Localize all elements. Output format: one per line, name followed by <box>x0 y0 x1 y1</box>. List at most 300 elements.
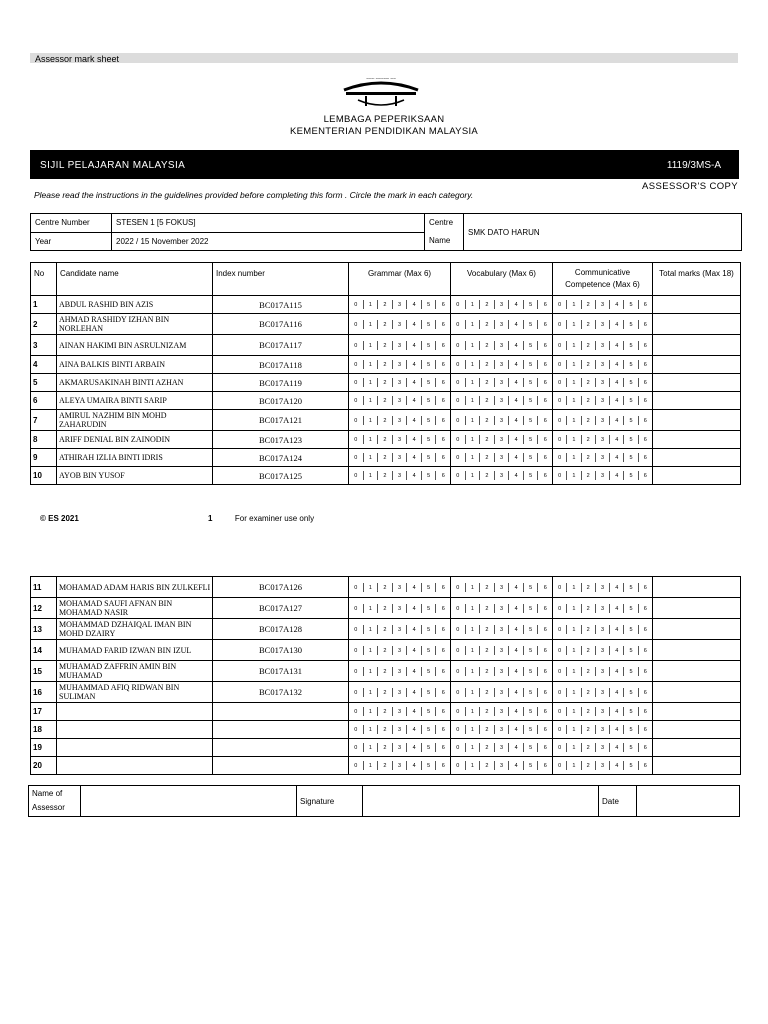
mark-option[interactable]: 6 <box>643 584 647 591</box>
mark-option[interactable]: 4 <box>610 360 624 369</box>
mark-option[interactable]: 1 <box>466 667 481 676</box>
grammar-marks[interactable] <box>349 314 451 335</box>
mark-option[interactable]: 4 <box>610 667 624 676</box>
mark-option[interactable]: 6 <box>643 302 647 308</box>
mark-option[interactable]: 5 <box>422 435 437 444</box>
signature-field[interactable] <box>363 786 599 817</box>
mark-option[interactable]: 5 <box>524 743 539 752</box>
vocabulary-marks[interactable] <box>451 467 553 485</box>
communicative-marks[interactable] <box>553 577 653 598</box>
mark-option[interactable]: 0 <box>553 341 567 350</box>
mark-option[interactable]: 4 <box>407 396 422 405</box>
mark-option[interactable]: 0 <box>349 688 364 697</box>
mark-option[interactable]: 2 <box>582 646 596 655</box>
mark-option[interactable]: 3 <box>596 341 610 350</box>
communicative-marks[interactable] <box>553 757 653 775</box>
mark-option[interactable]: 5 <box>524 583 539 592</box>
mark-option[interactable]: 5 <box>422 604 437 613</box>
mark-option[interactable]: 3 <box>495 761 510 770</box>
total-marks-field[interactable] <box>653 640 741 661</box>
vocabulary-marks[interactable] <box>451 392 553 410</box>
mark-option[interactable]: 0 <box>349 471 364 480</box>
mark-option[interactable]: 3 <box>495 360 510 369</box>
mark-option[interactable]: 4 <box>407 625 422 634</box>
mark-option[interactable]: 2 <box>582 583 596 592</box>
mark-option[interactable]: 3 <box>495 435 510 444</box>
total-marks-field[interactable] <box>653 392 741 410</box>
grammar-marks[interactable] <box>349 356 451 374</box>
mark-option[interactable]: 1 <box>364 341 379 350</box>
mark-option[interactable]: 2 <box>378 453 393 462</box>
mark-option[interactable]: 0 <box>451 707 466 716</box>
mark-option[interactable]: 0 <box>553 435 567 444</box>
mark-option[interactable]: 0 <box>349 300 364 309</box>
mark-option[interactable]: 3 <box>393 707 408 716</box>
mark-option[interactable]: 0 <box>553 360 567 369</box>
mark-option[interactable]: 6 <box>441 745 445 751</box>
mark-option[interactable]: 5 <box>624 378 638 387</box>
mark-option[interactable]: 3 <box>596 625 610 634</box>
mark-option[interactable]: 4 <box>610 453 624 462</box>
mark-option[interactable]: 4 <box>610 707 624 716</box>
mark-option[interactable]: 5 <box>524 378 539 387</box>
mark-option[interactable]: 3 <box>596 646 610 655</box>
mark-option[interactable]: 6 <box>643 398 647 404</box>
mark-option[interactable]: 6 <box>643 362 647 368</box>
mark-option[interactable]: 5 <box>524 667 539 676</box>
communicative-marks[interactable] <box>553 640 653 661</box>
mark-option[interactable]: 3 <box>393 646 408 655</box>
mark-option[interactable]: 2 <box>582 743 596 752</box>
mark-option[interactable]: 3 <box>596 416 610 425</box>
mark-option[interactable]: 4 <box>407 341 422 350</box>
mark-option[interactable]: 0 <box>451 320 466 329</box>
grammar-marks[interactable] <box>349 392 451 410</box>
mark-option[interactable]: 3 <box>596 761 610 770</box>
mark-option[interactable]: 4 <box>509 396 524 405</box>
grammar-marks[interactable] <box>349 619 451 640</box>
mark-option[interactable]: 2 <box>480 471 495 480</box>
mark-option[interactable]: 6 <box>441 626 445 633</box>
mark-option[interactable]: 6 <box>441 455 445 461</box>
mark-option[interactable]: 5 <box>624 583 638 592</box>
grammar-marks[interactable] <box>349 410 451 431</box>
mark-option[interactable]: 6 <box>643 727 647 733</box>
mark-option[interactable]: 3 <box>393 320 408 329</box>
grammar-marks[interactable] <box>349 640 451 661</box>
mark-option[interactable]: 6 <box>441 362 445 368</box>
mark-option[interactable]: 0 <box>553 761 567 770</box>
mark-option[interactable]: 5 <box>624 725 638 734</box>
mark-option[interactable]: 6 <box>543 626 547 633</box>
mark-option[interactable]: 5 <box>422 416 437 425</box>
mark-option[interactable]: 5 <box>524 725 539 734</box>
mark-option[interactable]: 6 <box>441 417 445 424</box>
grammar-marks[interactable] <box>349 374 451 392</box>
mark-option[interactable]: 3 <box>495 471 510 480</box>
vocabulary-marks[interactable] <box>451 739 553 757</box>
mark-option[interactable]: 3 <box>495 416 510 425</box>
mark-option[interactable]: 6 <box>543 647 547 654</box>
mark-option[interactable]: 4 <box>610 435 624 444</box>
mark-option[interactable]: 2 <box>378 688 393 697</box>
total-marks-field[interactable] <box>653 739 741 757</box>
mark-option[interactable]: 0 <box>553 688 567 697</box>
mark-option[interactable]: 6 <box>441 727 445 733</box>
communicative-marks[interactable] <box>553 392 653 410</box>
vocabulary-marks[interactable] <box>451 335 553 356</box>
mark-option[interactable]: 5 <box>624 320 638 329</box>
mark-option[interactable]: 5 <box>624 604 638 613</box>
mark-option[interactable]: 4 <box>610 725 624 734</box>
mark-option[interactable]: 5 <box>624 416 638 425</box>
mark-option[interactable]: 1 <box>567 396 581 405</box>
mark-option[interactable]: 0 <box>553 743 567 752</box>
mark-option[interactable]: 2 <box>378 435 393 444</box>
communicative-marks[interactable] <box>553 374 653 392</box>
total-marks-field[interactable] <box>653 335 741 356</box>
mark-option[interactable]: 1 <box>466 743 481 752</box>
mark-option[interactable]: 6 <box>543 763 547 769</box>
mark-option[interactable]: 2 <box>480 378 495 387</box>
mark-option[interactable]: 6 <box>643 763 647 769</box>
mark-option[interactable]: 1 <box>364 646 379 655</box>
mark-option[interactable]: 5 <box>422 761 437 770</box>
mark-option[interactable]: 1 <box>466 453 481 462</box>
total-marks-field[interactable] <box>653 703 741 721</box>
mark-option[interactable]: 4 <box>610 300 624 309</box>
mark-option[interactable]: 3 <box>596 688 610 697</box>
mark-option[interactable]: 4 <box>407 416 422 425</box>
mark-option[interactable]: 2 <box>582 378 596 387</box>
mark-option[interactable]: 5 <box>422 743 437 752</box>
vocabulary-marks[interactable] <box>451 374 553 392</box>
mark-option[interactable]: 1 <box>466 360 481 369</box>
communicative-marks[interactable] <box>553 703 653 721</box>
mark-option[interactable]: 1 <box>364 378 379 387</box>
mark-option[interactable]: 2 <box>480 320 495 329</box>
mark-option[interactable]: 4 <box>509 667 524 676</box>
total-marks-field[interactable] <box>653 314 741 335</box>
mark-option[interactable]: 2 <box>378 761 393 770</box>
mark-option[interactable]: 2 <box>480 300 495 309</box>
mark-option[interactable]: 6 <box>543 727 547 733</box>
total-marks-field[interactable] <box>653 296 741 314</box>
mark-option[interactable]: 3 <box>596 435 610 444</box>
mark-option[interactable]: 4 <box>509 471 524 480</box>
mark-option[interactable]: 0 <box>451 300 466 309</box>
mark-option[interactable]: 3 <box>393 604 408 613</box>
mark-option[interactable]: 5 <box>422 396 437 405</box>
mark-option[interactable]: 4 <box>610 761 624 770</box>
mark-option[interactable]: 0 <box>349 646 364 655</box>
vocabulary-marks[interactable] <box>451 661 553 682</box>
mark-option[interactable]: 6 <box>543 362 547 368</box>
mark-option[interactable]: 1 <box>466 300 481 309</box>
mark-option[interactable]: 3 <box>393 453 408 462</box>
mark-option[interactable]: 0 <box>553 667 567 676</box>
mark-option[interactable]: 0 <box>349 625 364 634</box>
mark-option[interactable]: 6 <box>643 455 647 461</box>
mark-option[interactable]: 4 <box>509 743 524 752</box>
mark-option[interactable]: 4 <box>509 435 524 444</box>
mark-option[interactable]: 0 <box>451 453 466 462</box>
mark-option[interactable]: 3 <box>495 583 510 592</box>
mark-option[interactable]: 4 <box>509 646 524 655</box>
grammar-marks[interactable] <box>349 577 451 598</box>
mark-option[interactable]: 1 <box>567 761 581 770</box>
mark-option[interactable]: 3 <box>495 743 510 752</box>
grammar-marks[interactable] <box>349 449 451 467</box>
mark-option[interactable]: 2 <box>378 396 393 405</box>
mark-option[interactable]: 6 <box>441 321 445 328</box>
mark-option[interactable]: 1 <box>567 625 581 634</box>
mark-option[interactable]: 1 <box>364 688 379 697</box>
mark-option[interactable]: 5 <box>422 725 437 734</box>
mark-option[interactable]: 1 <box>364 604 379 613</box>
mark-option[interactable]: 1 <box>364 435 379 444</box>
vocabulary-marks[interactable] <box>451 314 553 335</box>
mark-option[interactable]: 6 <box>643 668 647 675</box>
mark-option[interactable]: 0 <box>349 725 364 734</box>
mark-option[interactable]: 2 <box>378 667 393 676</box>
mark-option[interactable]: 5 <box>624 341 638 350</box>
mark-option[interactable]: 1 <box>364 583 379 592</box>
mark-option[interactable]: 5 <box>624 646 638 655</box>
mark-option[interactable]: 2 <box>378 416 393 425</box>
mark-option[interactable]: 0 <box>553 378 567 387</box>
mark-option[interactable]: 3 <box>495 646 510 655</box>
mark-option[interactable]: 0 <box>451 667 466 676</box>
mark-option[interactable]: 3 <box>596 725 610 734</box>
mark-option[interactable]: 1 <box>364 471 379 480</box>
communicative-marks[interactable] <box>553 296 653 314</box>
mark-option[interactable]: 1 <box>567 743 581 752</box>
mark-option[interactable]: 0 <box>451 725 466 734</box>
mark-option[interactable]: 2 <box>480 416 495 425</box>
mark-option[interactable]: 3 <box>495 300 510 309</box>
mark-option[interactable]: 5 <box>524 604 539 613</box>
communicative-marks[interactable] <box>553 335 653 356</box>
mark-option[interactable]: 1 <box>364 625 379 634</box>
mark-option[interactable]: 0 <box>349 341 364 350</box>
grammar-marks[interactable] <box>349 598 451 619</box>
mark-option[interactable]: 4 <box>407 761 422 770</box>
mark-option[interactable]: 2 <box>480 688 495 697</box>
mark-option[interactable]: 2 <box>378 360 393 369</box>
assessor-name-field[interactable] <box>81 786 297 817</box>
communicative-marks[interactable] <box>553 661 653 682</box>
mark-option[interactable]: 1 <box>567 707 581 716</box>
mark-option[interactable]: 1 <box>567 341 581 350</box>
mark-option[interactable]: 0 <box>451 378 466 387</box>
mark-option[interactable]: 1 <box>567 435 581 444</box>
mark-option[interactable]: 4 <box>610 416 624 425</box>
mark-option[interactable]: 2 <box>582 320 596 329</box>
mark-option[interactable]: 4 <box>509 707 524 716</box>
mark-option[interactable]: 4 <box>407 320 422 329</box>
mark-option[interactable]: 1 <box>567 360 581 369</box>
mark-option[interactable]: 2 <box>582 471 596 480</box>
mark-option[interactable]: 0 <box>349 396 364 405</box>
mark-option[interactable]: 4 <box>610 471 624 480</box>
mark-option[interactable]: 0 <box>553 707 567 716</box>
mark-option[interactable]: 2 <box>378 707 393 716</box>
mark-option[interactable]: 4 <box>407 453 422 462</box>
mark-option[interactable]: 6 <box>643 437 647 443</box>
total-marks-field[interactable] <box>653 757 741 775</box>
mark-option[interactable]: 6 <box>441 763 445 769</box>
mark-option[interactable]: 2 <box>480 396 495 405</box>
mark-option[interactable]: 2 <box>378 743 393 752</box>
mark-option[interactable]: 6 <box>441 647 445 654</box>
mark-option[interactable]: 5 <box>524 707 539 716</box>
mark-option[interactable]: 6 <box>543 689 547 696</box>
mark-option[interactable]: 3 <box>393 378 408 387</box>
mark-option[interactable]: 2 <box>480 707 495 716</box>
mark-option[interactable]: 2 <box>582 688 596 697</box>
mark-option[interactable]: 4 <box>407 688 422 697</box>
mark-option[interactable]: 3 <box>393 396 408 405</box>
total-marks-field[interactable] <box>653 374 741 392</box>
mark-option[interactable]: 3 <box>495 688 510 697</box>
mark-option[interactable]: 3 <box>596 378 610 387</box>
mark-option[interactable]: 2 <box>480 341 495 350</box>
mark-option[interactable]: 5 <box>422 625 437 634</box>
mark-option[interactable]: 4 <box>407 378 422 387</box>
mark-option[interactable]: 0 <box>451 646 466 655</box>
mark-option[interactable]: 6 <box>441 380 445 386</box>
communicative-marks[interactable] <box>553 467 653 485</box>
mark-option[interactable]: 5 <box>422 471 437 480</box>
grammar-marks[interactable] <box>349 467 451 485</box>
mark-option[interactable]: 1 <box>466 761 481 770</box>
total-marks-field[interactable] <box>653 598 741 619</box>
communicative-marks[interactable] <box>553 314 653 335</box>
mark-option[interactable]: 6 <box>643 689 647 696</box>
mark-option[interactable]: 2 <box>480 646 495 655</box>
mark-option[interactable]: 6 <box>543 437 547 443</box>
mark-option[interactable]: 5 <box>422 453 437 462</box>
mark-option[interactable]: 6 <box>643 605 647 612</box>
mark-option[interactable]: 5 <box>524 396 539 405</box>
mark-option[interactable]: 5 <box>624 396 638 405</box>
mark-option[interactable]: 0 <box>553 320 567 329</box>
mark-option[interactable]: 5 <box>524 471 539 480</box>
communicative-marks[interactable] <box>553 449 653 467</box>
mark-option[interactable]: 1 <box>466 416 481 425</box>
mark-option[interactable]: 0 <box>553 396 567 405</box>
mark-option[interactable]: 5 <box>422 667 437 676</box>
mark-option[interactable]: 4 <box>407 435 422 444</box>
mark-option[interactable]: 2 <box>582 667 596 676</box>
mark-option[interactable]: 6 <box>643 380 647 386</box>
mark-option[interactable]: 6 <box>643 473 647 479</box>
mark-option[interactable]: 0 <box>553 725 567 734</box>
mark-option[interactable]: 6 <box>441 342 445 349</box>
mark-option[interactable]: 5 <box>624 360 638 369</box>
mark-option[interactable]: 4 <box>610 583 624 592</box>
mark-option[interactable]: 6 <box>643 417 647 424</box>
mark-option[interactable]: 6 <box>543 745 547 751</box>
mark-option[interactable]: 3 <box>495 725 510 734</box>
mark-option[interactable]: 2 <box>378 471 393 480</box>
mark-option[interactable]: 2 <box>480 725 495 734</box>
mark-option[interactable]: 6 <box>543 455 547 461</box>
mark-option[interactable]: 1 <box>466 320 481 329</box>
mark-option[interactable]: 5 <box>524 416 539 425</box>
mark-option[interactable]: 6 <box>543 321 547 328</box>
total-marks-field[interactable] <box>653 619 741 640</box>
mark-option[interactable]: 1 <box>364 725 379 734</box>
mark-option[interactable]: 2 <box>582 341 596 350</box>
mark-option[interactable]: 5 <box>524 360 539 369</box>
mark-option[interactable]: 6 <box>441 398 445 404</box>
mark-option[interactable]: 5 <box>422 688 437 697</box>
total-marks-field[interactable] <box>653 661 741 682</box>
mark-option[interactable]: 5 <box>422 707 437 716</box>
mark-option[interactable]: 2 <box>582 725 596 734</box>
mark-option[interactable]: 1 <box>567 416 581 425</box>
mark-option[interactable]: 3 <box>596 667 610 676</box>
mark-option[interactable]: 0 <box>349 416 364 425</box>
mark-option[interactable]: 2 <box>480 625 495 634</box>
mark-option[interactable]: 6 <box>543 398 547 404</box>
mark-option[interactable]: 6 <box>543 668 547 675</box>
vocabulary-marks[interactable] <box>451 721 553 739</box>
mark-option[interactable]: 5 <box>422 300 437 309</box>
mark-option[interactable]: 4 <box>509 583 524 592</box>
mark-option[interactable]: 4 <box>509 625 524 634</box>
mark-option[interactable]: 6 <box>543 380 547 386</box>
mark-option[interactable]: 4 <box>509 604 524 613</box>
mark-option[interactable]: 0 <box>553 604 567 613</box>
mark-option[interactable]: 2 <box>582 604 596 613</box>
mark-option[interactable]: 5 <box>624 435 638 444</box>
mark-option[interactable]: 3 <box>393 300 408 309</box>
total-marks-field[interactable] <box>653 467 741 485</box>
mark-option[interactable]: 6 <box>643 709 647 715</box>
mark-option[interactable]: 1 <box>466 604 481 613</box>
mark-option[interactable]: 0 <box>349 320 364 329</box>
mark-option[interactable]: 6 <box>543 709 547 715</box>
mark-option[interactable]: 5 <box>524 646 539 655</box>
mark-option[interactable]: 1 <box>466 725 481 734</box>
mark-option[interactable]: 1 <box>466 435 481 444</box>
mark-option[interactable]: 4 <box>407 471 422 480</box>
mark-option[interactable]: 1 <box>364 320 379 329</box>
mark-option[interactable]: 4 <box>509 378 524 387</box>
mark-option[interactable]: 0 <box>553 583 567 592</box>
mark-option[interactable]: 5 <box>624 688 638 697</box>
mark-option[interactable]: 4 <box>610 378 624 387</box>
mark-option[interactable]: 5 <box>624 667 638 676</box>
mark-option[interactable]: 0 <box>349 360 364 369</box>
grammar-marks[interactable] <box>349 757 451 775</box>
mark-option[interactable]: 6 <box>441 473 445 479</box>
mark-option[interactable]: 1 <box>364 707 379 716</box>
mark-option[interactable]: 1 <box>364 360 379 369</box>
mark-option[interactable]: 0 <box>349 583 364 592</box>
total-marks-field[interactable] <box>653 449 741 467</box>
mark-option[interactable]: 4 <box>407 646 422 655</box>
mark-option[interactable]: 3 <box>393 688 408 697</box>
mark-option[interactable]: 0 <box>553 416 567 425</box>
mark-option[interactable]: 0 <box>349 743 364 752</box>
mark-option[interactable]: 4 <box>610 688 624 697</box>
mark-option[interactable]: 2 <box>582 416 596 425</box>
mark-option[interactable]: 3 <box>596 604 610 613</box>
